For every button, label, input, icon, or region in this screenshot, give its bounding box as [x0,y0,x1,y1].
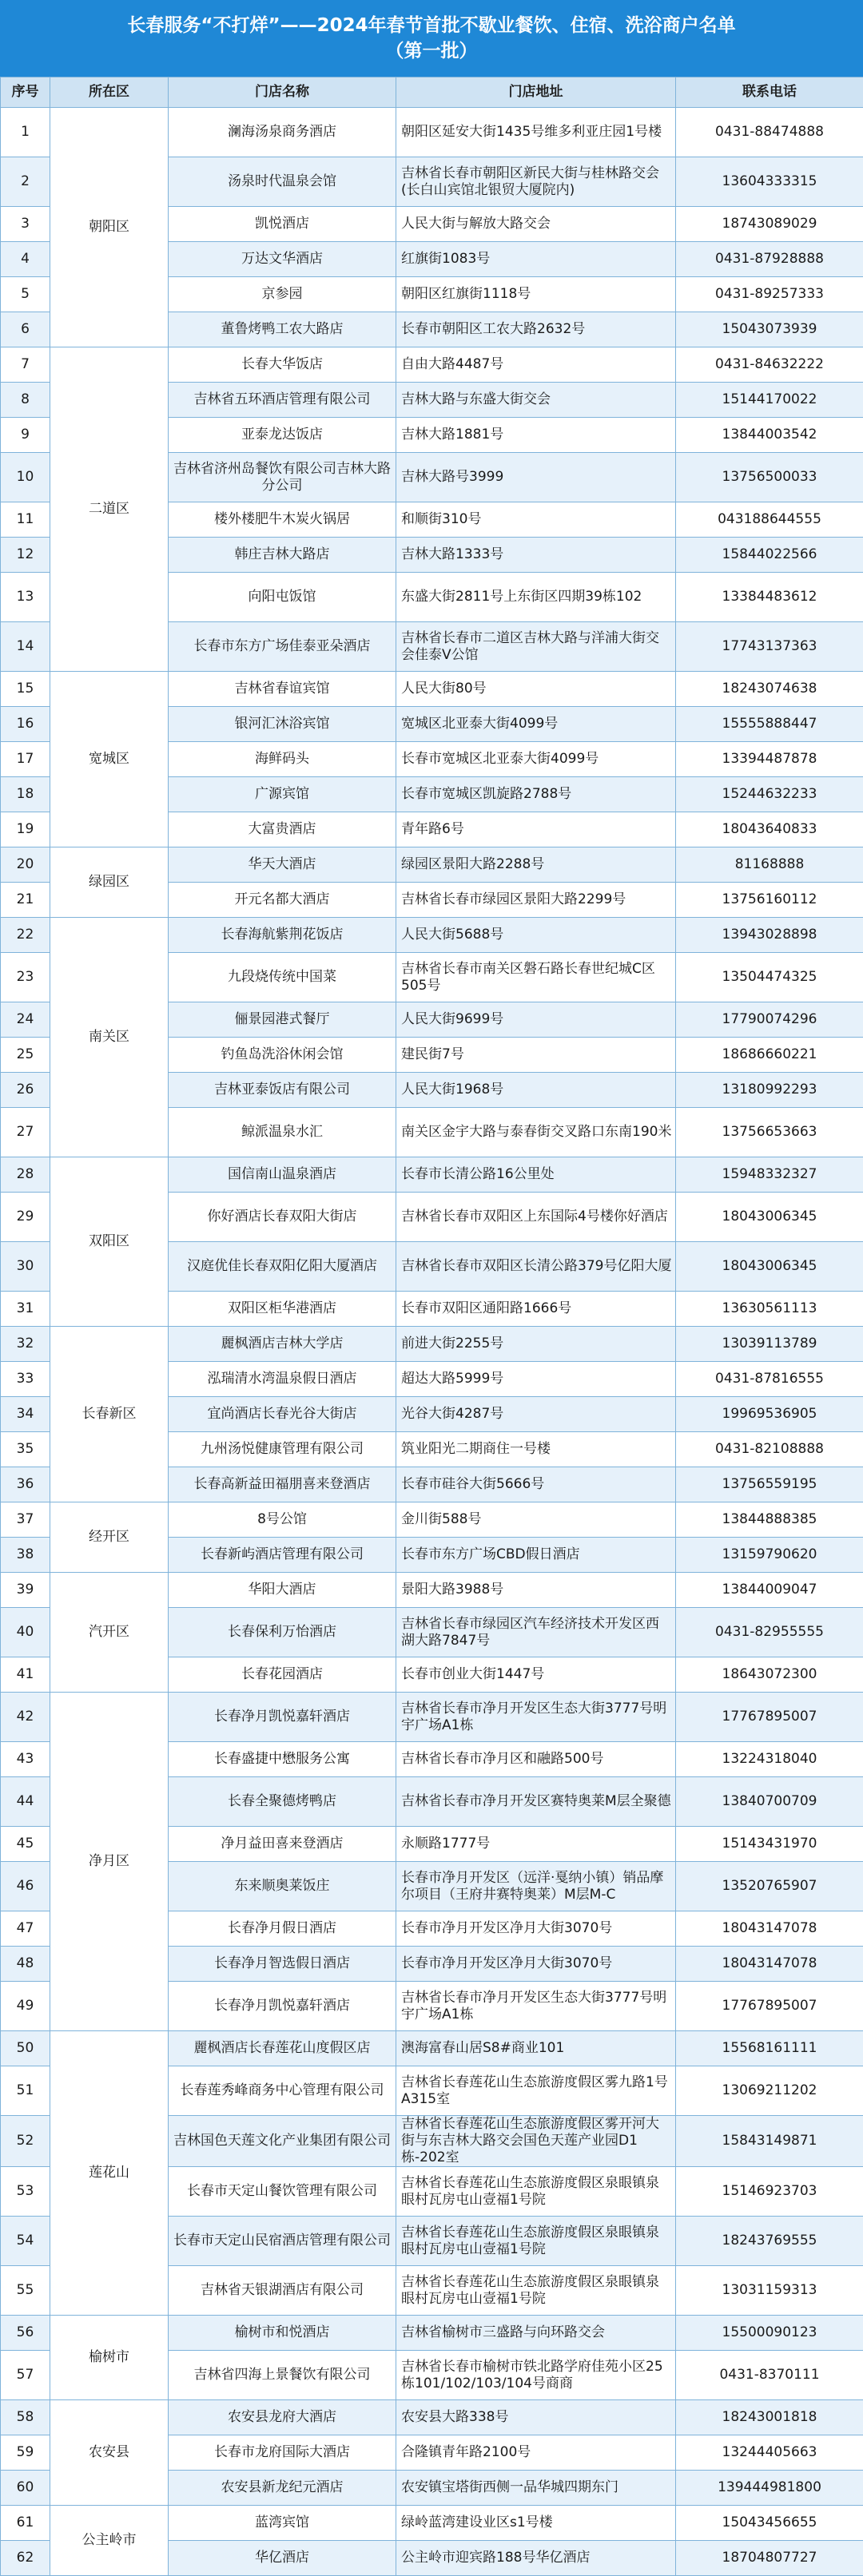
cell-address: 朝阳区延安大街1435号维多利亚庄园1号楼 [396,108,676,157]
cell-store-name: 农安县新龙纪元酒店 [169,2471,396,2506]
cell-no: 48 [1,1947,50,1982]
cell-no: 46 [1,1862,50,1911]
cell-district: 榆树市 [50,2316,169,2400]
cell-address: 长春市朝阳区工农大路2632号 [396,312,676,347]
cell-phone: 18043640833 [676,812,863,847]
cell-store-name: 开元名都大酒店 [169,883,396,918]
cell-store-name: 长春市天定山民宿酒店管理有限公司 [169,2217,396,2266]
cell-phone: 13630561113 [676,1292,863,1327]
cell-address: 吉林省长春市南关区磐石路长春世纪城C区505号 [396,953,676,1002]
cell-store-name: 东来顺奥莱饭庄 [169,1862,396,1911]
cell-store-name: 吉林省春谊宾馆 [169,672,396,707]
cell-no: 20 [1,847,50,883]
cell-phone: 18243001818 [676,2400,863,2435]
cell-phone: 18043147078 [676,1911,863,1947]
cell-phone: 13504474325 [676,953,863,1002]
cell-no: 38 [1,1538,50,1573]
merchant-table [0,77,863,2576]
cell-phone: 18243074638 [676,672,863,707]
cell-phone: 0431-82955555 [676,1608,863,1657]
cell-store-name: 长春莲秀峰商务中心管理有限公司 [169,2066,396,2116]
cell-store-name: 8号公馆 [169,1502,396,1538]
cell-address: 吉林省长春市双阳区上东国际4号楼你好酒店 [396,1193,676,1242]
cell-phone: 13224318040 [676,1742,863,1777]
cell-no: 56 [1,2316,50,2351]
cell-no: 1 [1,108,50,157]
cell-store-name: 吉林国色天莲文化产业集团有限公司 [169,2116,396,2167]
cell-store-name: 长春净月假日酒店 [169,1911,396,1947]
cell-store-name: 长春净月智选假日酒店 [169,1947,396,1982]
cell-store-name: 董鲁烤鸭工农大路店 [169,312,396,347]
cell-no: 49 [1,1982,50,2031]
cell-store-name: 京参园 [169,277,396,312]
cell-phone: 13244405663 [676,2435,863,2471]
cell-store-name: 万达文华酒店 [169,242,396,277]
cell-no: 55 [1,2266,50,2316]
col-header-store: 门店名称 [169,77,396,108]
cell-no: 41 [1,1657,50,1693]
cell-store-name: 长春新屿酒店管理有限公司 [169,1538,396,1573]
cell-phone: 139444981800 [676,2471,863,2506]
table-body [1,108,863,2576]
cell-address: 前进大街2255号 [396,1327,676,1362]
cell-address: 吉林省长春莲花山生态旅游度假区雾开河大街与东吉林大路交会国色天莲产业园D1栋-202室 [396,2116,676,2167]
cell-store-name: 长春市龙府国际大酒店 [169,2435,396,2471]
cell-no: 33 [1,1362,50,1397]
col-header-district: 所在区 [50,77,169,108]
cell-address: 长春市净月开发区（远洋·戛纳小镇）销品摩尔项目（王府井赛特奥莱）M层M-C [396,1862,676,1911]
cell-store-name: 汉庭优佳长春双阳亿阳大厦酒店 [169,1242,396,1292]
cell-store-name: 汤泉时代温泉会馆 [169,157,396,207]
cell-address: 长春市净月开发区净月大街3070号 [396,1911,676,1947]
col-header-no: 序号 [1,77,50,108]
cell-store-name: 长春大华饭店 [169,347,396,383]
cell-no: 54 [1,2217,50,2266]
table-row [1,1502,863,1538]
cell-store-name: 楼外楼肥牛木炭火锅居 [169,502,396,538]
table-row [1,2316,863,2351]
cell-address: 红旗街1083号 [396,242,676,277]
cell-phone: 13520765907 [676,1862,863,1911]
cell-phone: 0431-82108888 [676,1432,863,1467]
cell-district: 净月区 [50,1693,169,2031]
cell-district: 公主岭市 [50,2506,169,2576]
cell-phone: 13844009047 [676,1573,863,1608]
cell-no: 24 [1,1002,50,1038]
cell-address: 长春市净月开发区净月大街3070号 [396,1947,676,1982]
cell-address: 长春市创业大街1447号 [396,1657,676,1693]
cell-no: 27 [1,1108,50,1157]
cell-store-name: 华天大酒店 [169,847,396,883]
cell-no: 34 [1,1397,50,1432]
col-header-phone: 联系电话 [676,77,863,108]
cell-phone: 13756653663 [676,1108,863,1157]
cell-store-name: 吉林亚泰饭店有限公司 [169,1073,396,1108]
cell-store-name: 长春全聚德烤鸭店 [169,1777,396,1827]
cell-address: 吉林省长春市榆树市铁北路学府佳苑小区25栋101/102/103/104号商商 [396,2351,676,2400]
cell-address: 绿岭蓝湾建设业区s1号楼 [396,2506,676,2541]
cell-no: 17 [1,742,50,777]
cell-store-name: 鲸派温泉水汇 [169,1108,396,1157]
cell-phone: 13180992293 [676,1073,863,1108]
cell-address: 吉林省长春莲花山生态旅游度假区泉眼镇泉眼村瓦房屯山壹福1号院 [396,2167,676,2217]
cell-phone: 18743089029 [676,207,863,242]
cell-address: 吉林省长春莲花山生态旅游度假区泉眼镇泉眼村瓦房屯山壹福1号院 [396,2266,676,2316]
cell-address: 吉林省长春市净月区和融路500号 [396,1742,676,1777]
cell-store-name: 麗枫酒店吉林大学店 [169,1327,396,1362]
cell-address: 吉林省长春市二道区吉林大路与洋浦大街交会佳泰V公馆 [396,622,676,672]
cell-store-name: 榆树市和悦酒店 [169,2316,396,2351]
cell-no: 4 [1,242,50,277]
col-header-address: 门店地址 [396,77,676,108]
cell-address: 吉林省长春莲花山生态旅游度假区泉眼镇泉眼村瓦房屯山壹福1号院 [396,2217,676,2266]
cell-phone: 0431-8370111 [676,2351,863,2400]
cell-no: 35 [1,1432,50,1467]
cell-store-name: 蓝湾宾馆 [169,2506,396,2541]
cell-address: 合隆镇青年路2100号 [396,2435,676,2471]
cell-address: 吉林省长春莲花山生态旅游度假区雾九路1号A315室 [396,2066,676,2116]
cell-no: 2 [1,157,50,207]
cell-no: 50 [1,2031,50,2066]
cell-address: 人民大街与解放大路交会 [396,207,676,242]
table-row [1,2506,863,2541]
cell-phone: 18043147078 [676,1947,863,1982]
cell-address: 吉林省榆树市三盛路与向环路交会 [396,2316,676,2351]
cell-store-name: 银河汇沐浴宾馆 [169,707,396,742]
cell-address: 吉林省长春市绿园区汽车经济技术开发区西湖大路7847号 [396,1608,676,1657]
cell-store-name: 九州汤悦健康管理有限公司 [169,1432,396,1467]
cell-phone: 13394487878 [676,742,863,777]
cell-no: 9 [1,418,50,453]
cell-no: 31 [1,1292,50,1327]
table-row [1,1573,863,1608]
cell-address: 朝阳区红旗街1118号 [396,277,676,312]
cell-no: 40 [1,1608,50,1657]
cell-no: 16 [1,707,50,742]
table-row [1,2031,863,2066]
cell-address: 长春市东方广场CBD假日酒店 [396,1538,676,1573]
cell-no: 29 [1,1193,50,1242]
cell-address: 景阳大路3988号 [396,1573,676,1608]
cell-address: 吉林省长春市朝阳区新民大街与桂林路交会(长白山宾馆北银贸大厦院内) [396,157,676,207]
cell-no: 12 [1,538,50,573]
cell-phone: 18686660221 [676,1038,863,1073]
cell-address: 吉林大路1333号 [396,538,676,573]
cell-phone: 18643072300 [676,1657,863,1693]
cell-store-name: 韩庄吉林大路店 [169,538,396,573]
cell-address: 人民大街9699号 [396,1002,676,1038]
cell-address: 人民大街1968号 [396,1073,676,1108]
cell-store-name: 钓鱼岛洗浴休闲会馆 [169,1038,396,1073]
cell-phone: 15568161111 [676,2031,863,2066]
cell-no: 37 [1,1502,50,1538]
cell-store-name: 澜海汤泉商务酒店 [169,108,396,157]
cell-no: 60 [1,2471,50,2506]
cell-address: 建民街7号 [396,1038,676,1073]
cell-address: 筑业阳光二期商住一号楼 [396,1432,676,1467]
cell-store-name: 广源宾馆 [169,777,396,812]
cell-no: 28 [1,1157,50,1193]
cell-address: 东盛大街2811号上东街区四期39栋102 [396,573,676,622]
cell-address: 澳海富春山居S8#商业101 [396,2031,676,2066]
cell-phone: 0431-89257333 [676,277,863,312]
cell-phone: 13039113789 [676,1327,863,1362]
cell-store-name: 长春市东方广场佳泰亚朵酒店 [169,622,396,672]
cell-no: 26 [1,1073,50,1108]
table-row [1,347,863,383]
cell-address: 和顺街310号 [396,502,676,538]
cell-no: 5 [1,277,50,312]
cell-no: 32 [1,1327,50,1362]
cell-address: 人民大街5688号 [396,918,676,953]
cell-phone: 13756559195 [676,1467,863,1502]
table-header-row [1,77,863,108]
cell-store-name: 长春海航紫荆花饭店 [169,918,396,953]
cell-no: 51 [1,2066,50,2116]
cell-phone: 17743137363 [676,622,863,672]
cell-district: 南关区 [50,918,169,1157]
table-row [1,108,863,157]
cell-district: 朝阳区 [50,108,169,347]
cell-no: 58 [1,2400,50,2435]
cell-phone: 13840700709 [676,1777,863,1827]
cell-district: 绿园区 [50,847,169,918]
cell-store-name: 华阳大酒店 [169,1573,396,1608]
cell-no: 59 [1,2435,50,2471]
cell-no: 7 [1,347,50,383]
table-row [1,847,863,883]
cell-address: 人民大街80号 [396,672,676,707]
cell-store-name: 泓瑞清水湾温泉假日酒店 [169,1362,396,1397]
cell-address: 公主岭市迎宾路188号华亿酒店 [396,2541,676,2576]
cell-phone: 13943028898 [676,918,863,953]
cell-phone: 15844022566 [676,538,863,573]
cell-no: 52 [1,2116,50,2167]
cell-phone: 15843149871 [676,2116,863,2167]
cell-phone: 17790074296 [676,1002,863,1038]
cell-district: 长春新区 [50,1327,169,1502]
cell-phone: 18043006345 [676,1242,863,1292]
table-row [1,1157,863,1193]
cell-phone: 15146923703 [676,2167,863,2217]
table-row [1,1327,863,1362]
cell-district: 二道区 [50,347,169,672]
cell-store-name: 长春市天定山餐饮管理有限公司 [169,2167,396,2217]
cell-phone: 18043006345 [676,1193,863,1242]
cell-phone: 17767895007 [676,1982,863,2031]
cell-phone: 0431-88474888 [676,108,863,157]
cell-phone: 13756500033 [676,453,863,502]
cell-phone: 13031159313 [676,2266,863,2316]
cell-store-name: 俪景园港式餐厅 [169,1002,396,1038]
cell-no: 18 [1,777,50,812]
cell-phone: 18704807727 [676,2541,863,2576]
cell-no: 14 [1,622,50,672]
cell-district: 农安县 [50,2400,169,2506]
cell-address: 长春市硅谷大街5666号 [396,1467,676,1502]
cell-store-name: 亚泰龙达饭店 [169,418,396,453]
cell-address: 长春市双阳区通阳路1666号 [396,1292,676,1327]
cell-address: 南关区金宇大路与泰春街交叉路口东南190米 [396,1108,676,1157]
cell-store-name: 吉林省天银湖酒店有限公司 [169,2266,396,2316]
cell-store-name: 海鲜码头 [169,742,396,777]
page-title: 长春服务“不打烊”——2024年春节首批不歇业餐饮、住宿、洗浴商户名单 [127,13,735,38]
cell-no: 62 [1,2541,50,2576]
cell-store-name: 九段烧传统中国菜 [169,953,396,1002]
cell-store-name: 长春净月凯悦嘉轩酒店 [169,1982,396,2031]
cell-no: 11 [1,502,50,538]
cell-no: 15 [1,672,50,707]
table-row [1,1693,863,1742]
table-row [1,918,863,953]
cell-store-name: 吉林省济州岛餐饮有限公司吉林大路分公司 [169,453,396,502]
cell-phone: 13604333315 [676,157,863,207]
cell-address: 吉林大路号3999 [396,453,676,502]
cell-address: 光谷大街4287号 [396,1397,676,1432]
cell-no: 42 [1,1693,50,1742]
cell-address: 长春市宽城区北亚泰大街4099号 [396,742,676,777]
cell-address: 青年路6号 [396,812,676,847]
cell-no: 61 [1,2506,50,2541]
cell-store-name: 长春净月凯悦嘉轩酒店 [169,1693,396,1742]
cell-address: 吉林大路1881号 [396,418,676,453]
cell-no: 43 [1,1742,50,1777]
cell-store-name: 吉林省五环酒店管理有限公司 [169,383,396,418]
cell-phone: 13384483612 [676,573,863,622]
cell-address: 农安县大路338号 [396,2400,676,2435]
cell-no: 22 [1,918,50,953]
cell-store-name: 麗枫酒店长春莲花山度假区店 [169,2031,396,2066]
cell-phone: 13844003542 [676,418,863,453]
cell-no: 25 [1,1038,50,1073]
cell-store-name: 大富贵酒店 [169,812,396,847]
cell-phone: 0431-84632222 [676,347,863,383]
cell-phone: 19969536905 [676,1397,863,1432]
page-subtitle: （第一批） [386,38,478,64]
cell-no: 57 [1,2351,50,2400]
cell-store-name: 你好酒店长春双阳大街店 [169,1193,396,1242]
cell-no: 30 [1,1242,50,1292]
cell-phone: 15948332327 [676,1157,863,1193]
cell-phone: 15500090123 [676,2316,863,2351]
cell-no: 6 [1,312,50,347]
cell-district: 宽城区 [50,672,169,847]
cell-address: 农安镇宝塔街西侧一品华城四期东门 [396,2471,676,2506]
cell-address: 宽城区北亚泰大街4099号 [396,707,676,742]
cell-phone: 0431-87816555 [676,1362,863,1397]
cell-address: 吉林省长春市绿园区景阳大路2299号 [396,883,676,918]
cell-address: 吉林省长春市净月开发区生态大街3777号明宇广场A1栋 [396,1982,676,2031]
cell-store-name: 宜尚酒店长春光谷大街店 [169,1397,396,1432]
cell-phone: 17767895007 [676,1693,863,1742]
cell-store-name: 华亿酒店 [169,2541,396,2576]
cell-address: 长春市宽城区凯旋路2788号 [396,777,676,812]
cell-phone: 0431-87928888 [676,242,863,277]
cell-phone: 15244632233 [676,777,863,812]
cell-address: 长春市长清公路16公里处 [396,1157,676,1193]
cell-no: 23 [1,953,50,1002]
cell-no: 21 [1,883,50,918]
cell-phone: 18243769555 [676,2217,863,2266]
cell-store-name: 双阳区柜华港酒店 [169,1292,396,1327]
table-row [1,2400,863,2435]
cell-phone: 15144170022 [676,383,863,418]
page-header [0,0,863,77]
cell-phone: 043188644555 [676,502,863,538]
cell-no: 13 [1,573,50,622]
cell-store-name: 凯悦酒店 [169,207,396,242]
cell-phone: 13159790620 [676,1538,863,1573]
cell-no: 3 [1,207,50,242]
cell-no: 8 [1,383,50,418]
cell-address: 金川街588号 [396,1502,676,1538]
cell-store-name: 长春高新益田福朋喜来登酒店 [169,1467,396,1502]
cell-phone: 15555888447 [676,707,863,742]
cell-no: 53 [1,2167,50,2217]
cell-district: 双阳区 [50,1157,169,1327]
cell-address: 超达大路5999号 [396,1362,676,1397]
cell-store-name: 农安县龙府大酒店 [169,2400,396,2435]
cell-phone: 13756160112 [676,883,863,918]
cell-phone: 15043073939 [676,312,863,347]
cell-phone: 13844888385 [676,1502,863,1538]
cell-no: 10 [1,453,50,502]
cell-phone: 13069211202 [676,2066,863,2116]
cell-no: 39 [1,1573,50,1608]
cell-address: 吉林省长春市净月开发区生态大街3777号明宇广场A1栋 [396,1693,676,1742]
cell-address: 吉林省长春市双阳区长清公路379号亿阳大厦 [396,1242,676,1292]
cell-store-name: 长春保利万怡酒店 [169,1608,396,1657]
cell-district: 经开区 [50,1502,169,1573]
cell-district: 汽开区 [50,1573,169,1693]
cell-no: 44 [1,1777,50,1827]
cell-address: 吉林省长春市净月开发区赛特奥莱M层全聚德 [396,1777,676,1827]
cell-store-name: 长春花园酒店 [169,1657,396,1693]
cell-address: 自由大路4487号 [396,347,676,383]
cell-district: 莲花山 [50,2031,169,2316]
cell-store-name: 向阳屯饭馆 [169,573,396,622]
cell-address: 吉林大路与东盛大街交会 [396,383,676,418]
cell-phone: 81168888 [676,847,863,883]
cell-no: 45 [1,1827,50,1862]
cell-phone: 15143431970 [676,1827,863,1862]
cell-no: 19 [1,812,50,847]
cell-address: 永顺路1777号 [396,1827,676,1862]
cell-store-name: 国信南山温泉酒店 [169,1157,396,1193]
cell-phone: 15043456655 [676,2506,863,2541]
cell-no: 36 [1,1467,50,1502]
table-row [1,672,863,707]
cell-store-name: 长春盛捷中懋服务公寓 [169,1742,396,1777]
cell-address: 绿园区景阳大路2288号 [396,847,676,883]
cell-store-name: 吉林省四海上景餐饮有限公司 [169,2351,396,2400]
cell-no: 47 [1,1911,50,1947]
cell-store-name: 净月益田喜来登酒店 [169,1827,396,1862]
